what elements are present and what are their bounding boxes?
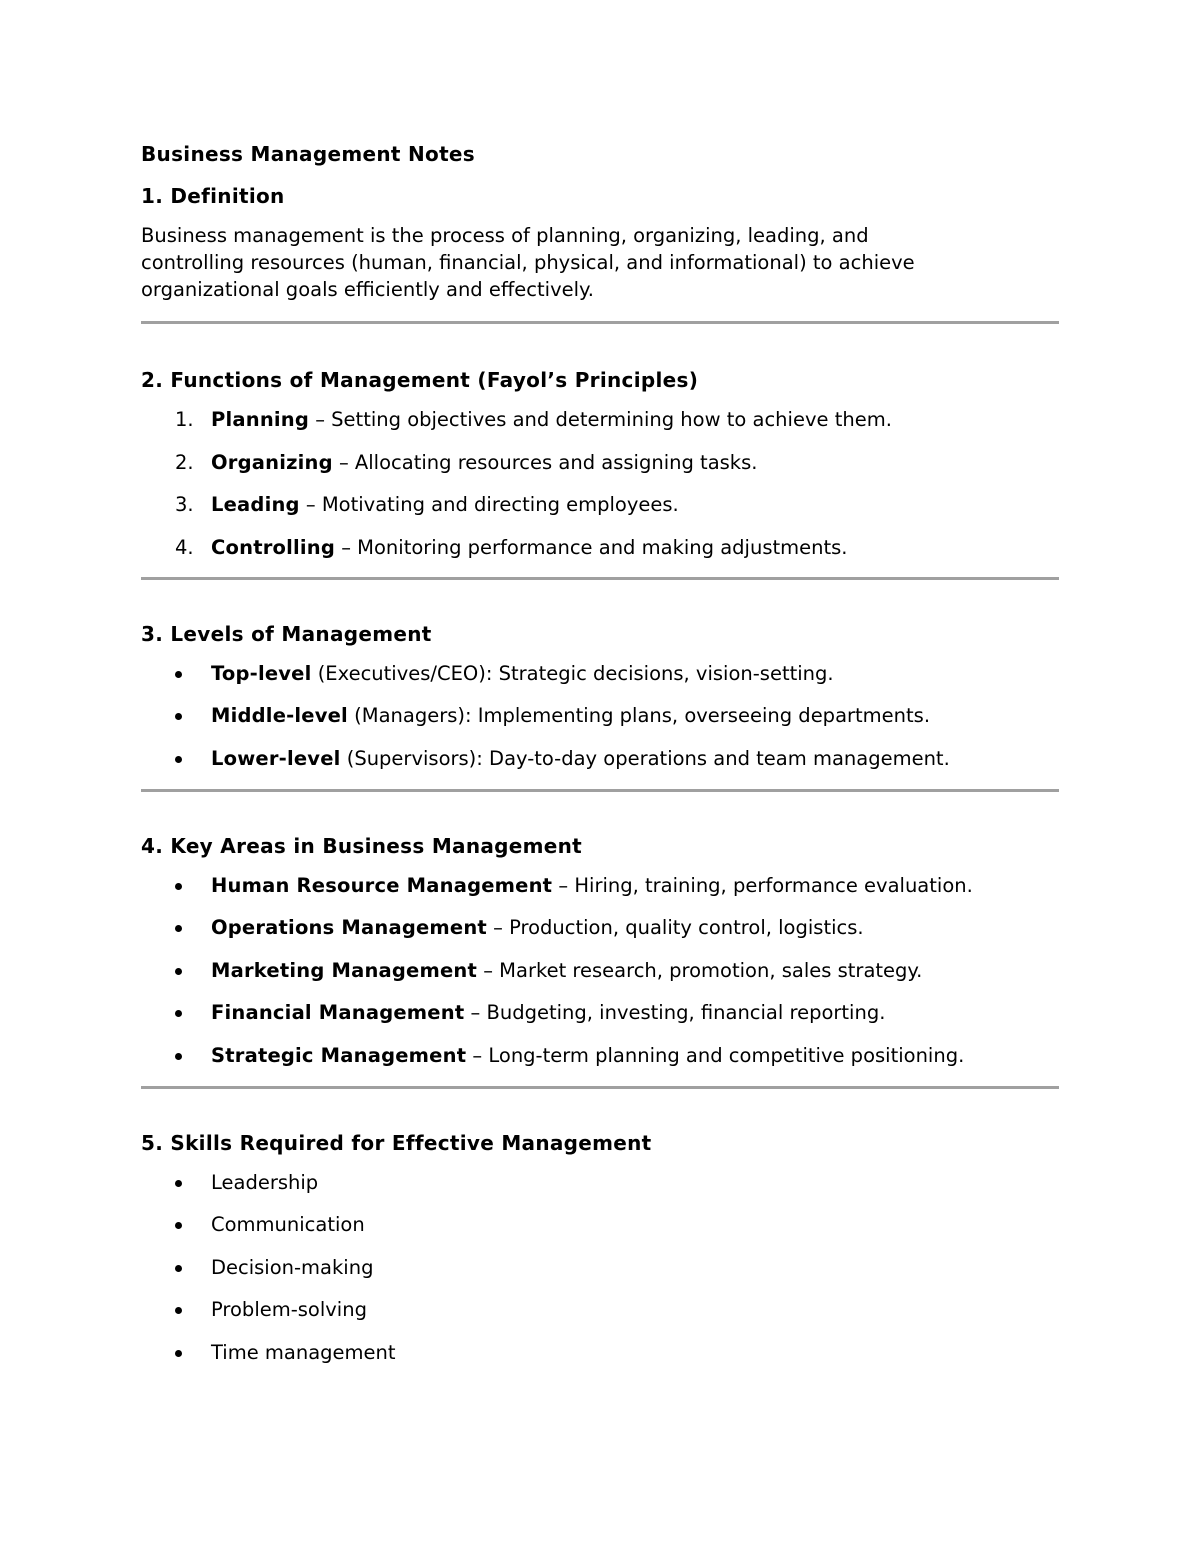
item-text: (Executives/CEO): Strategic decisions, vision-setting.	[311, 661, 834, 685]
list-item	[141, 999, 1059, 1026]
paragraph-line: controlling resources (human, financial, physical, and informational) to achieve	[141, 251, 915, 274]
list-number: 3.	[175, 493, 194, 516]
list-item	[141, 1169, 1059, 1196]
item-text: (Supervisors): Day-to-day operations and team management.	[340, 746, 950, 770]
section-skills	[141, 1127, 1059, 1366]
item-text: – Setting objectives and determining how to achieve them.	[309, 408, 892, 431]
section-key-areas	[141, 830, 1059, 1069]
section-heading: 3. Levels of Management	[141, 621, 432, 646]
bullet-icon	[175, 1307, 182, 1314]
item-term: Middle-level	[211, 704, 348, 727]
list-item	[141, 1254, 1059, 1281]
item-text: – Production, quality control, logistics.	[486, 916, 864, 939]
list-item	[141, 449, 1059, 476]
bullet-icon	[175, 713, 182, 720]
list-item	[141, 1339, 1059, 1366]
list-number: 1.	[175, 408, 194, 431]
section-divider	[141, 1086, 1059, 1089]
item-text: (Managers): Implementing plans, overseeing departments.	[347, 704, 931, 727]
item-term: Organizing	[211, 450, 333, 474]
bullet-icon	[175, 1180, 182, 1187]
item-term: Planning	[211, 408, 310, 431]
list-item	[141, 491, 1059, 518]
definition-paragraph	[141, 222, 1059, 303]
section-divider	[141, 789, 1059, 792]
bullet-icon	[175, 1010, 182, 1017]
item-text: Decision-making	[211, 1255, 374, 1279]
document-title: Business Management Notes	[141, 142, 476, 166]
section-functions	[141, 364, 1059, 561]
skills-list	[141, 1169, 1059, 1366]
bullet-icon	[175, 1222, 182, 1229]
section-heading: 2. Functions of Management (Fayol’s Principles)	[141, 368, 699, 392]
list-item	[141, 872, 1059, 899]
document-page	[141, 138, 1059, 1366]
item-term: Strategic Management	[211, 1043, 467, 1067]
list-item	[141, 1042, 1059, 1069]
levels-list	[141, 660, 1059, 772]
functions-list	[141, 406, 1059, 561]
section-divider	[141, 321, 1059, 324]
list-item	[141, 745, 1059, 772]
item-text: – Monitoring performance and making adjustments.	[335, 535, 848, 559]
item-term: Marketing Management	[211, 958, 478, 982]
item-text: – Motivating and directing employees.	[299, 493, 679, 516]
section-levels	[141, 618, 1059, 772]
bullet-icon	[175, 925, 182, 932]
item-text: Time management	[211, 1340, 396, 1364]
list-item	[141, 957, 1059, 984]
key-areas-list	[141, 872, 1059, 1069]
item-text: Communication	[211, 1213, 365, 1236]
item-text: Leadership	[211, 1170, 319, 1194]
item-term: Financial Management	[211, 1001, 465, 1024]
list-item	[141, 1211, 1059, 1238]
item-term: Lower-level	[211, 746, 341, 770]
item-text: – Hiring, training, performance evaluation.	[552, 873, 973, 897]
bullet-icon	[175, 1265, 182, 1272]
section-heading: 4. Key Areas in Business Management	[141, 833, 583, 858]
list-item	[141, 1296, 1059, 1323]
list-number: 2.	[175, 450, 194, 474]
section-definition	[141, 180, 1059, 303]
section-heading: 1. Definition	[141, 184, 285, 208]
item-term: Human Resource Management	[211, 873, 553, 897]
item-term: Controlling	[211, 535, 336, 559]
bullet-icon	[175, 1053, 182, 1060]
item-text: – Allocating resources and assigning tasks.	[332, 450, 758, 474]
bullet-icon	[175, 968, 182, 975]
bullet-icon	[175, 1350, 182, 1357]
list-item	[141, 406, 1059, 433]
section-divider	[141, 577, 1059, 580]
section-heading: 5. Skills Required for Effective Management	[141, 1130, 652, 1155]
item-text: Problem-solving	[211, 1298, 367, 1321]
item-text: – Budgeting, investing, financial reporting.	[464, 1001, 886, 1024]
bullet-icon	[175, 883, 182, 890]
item-term: Top-level	[211, 661, 312, 685]
list-item	[141, 914, 1059, 941]
list-item	[141, 534, 1059, 561]
paragraph-line: Business management is the process of planning, organizing, leading, and	[141, 224, 869, 247]
item-term: Operations Management	[211, 916, 487, 939]
item-text: – Long-term planning and competitive positioning.	[466, 1043, 965, 1067]
list-number: 4.	[175, 535, 194, 559]
list-item	[141, 702, 1059, 729]
item-term: Leading	[211, 493, 300, 516]
list-item	[141, 660, 1059, 687]
paragraph-line: organizational goals efficiently and effectively.	[141, 278, 595, 301]
bullet-icon	[175, 756, 182, 763]
bullet-icon	[175, 671, 182, 678]
item-text: – Market research, promotion, sales strategy.	[477, 958, 923, 982]
